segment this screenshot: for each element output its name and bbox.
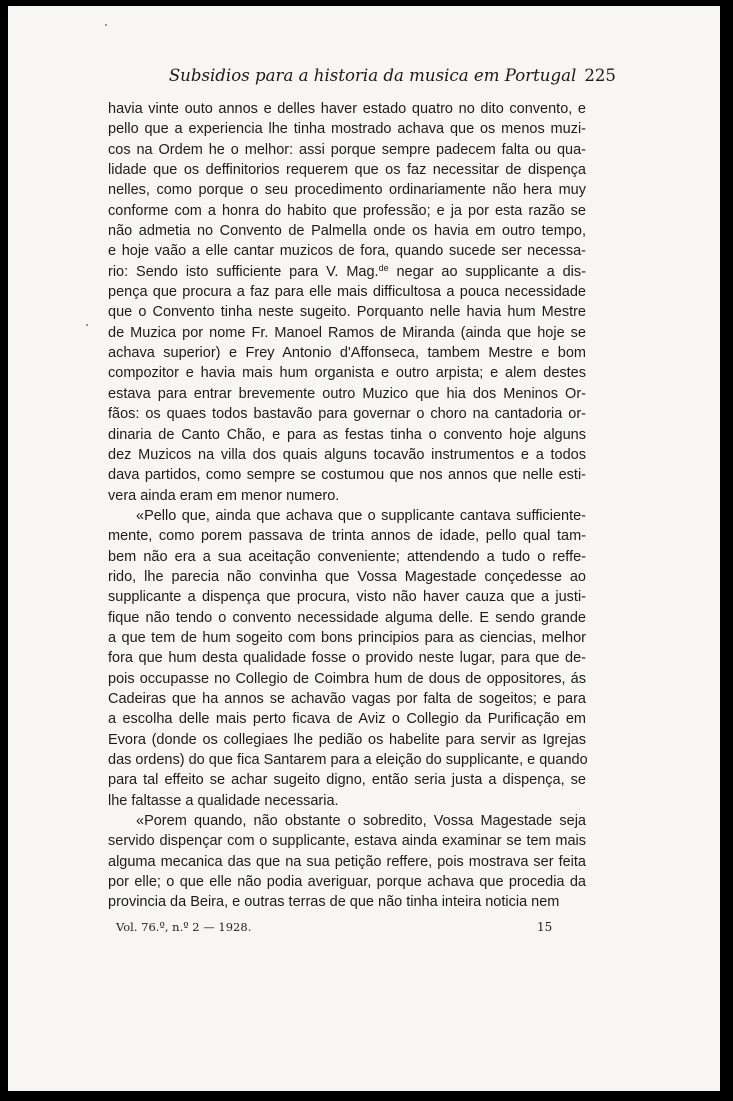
- text-line: para tal effeito se achar sugeito digno, então seria justa a dispença, se: [108, 772, 586, 789]
- volume-footer: Vol. 76.º, n.º 2 — 1928.: [116, 920, 252, 934]
- paragraph: [108, 506, 586, 811]
- text-line: achava superior) e Frey Antonio d'Affonseca, tambem Mestre e bom: [108, 345, 586, 362]
- text-line: conforme com a honra do habito que professão; e ja por esta razão se: [108, 202, 586, 219]
- text-line: estava para entrar brevemente outro Muzico que hia dos Meninos Or-: [108, 385, 586, 402]
- text-line: pença que procura a faz para elle mais difficultosa a pouca necessidade: [108, 284, 586, 301]
- text-line: fãos: os quaes todos bastavão para governar o choro na cantadoria or-: [108, 406, 586, 423]
- book-page: [8, 6, 720, 1091]
- page-number: 225: [584, 66, 616, 85]
- text-line: dava partidos, como sempre se costumou que nos annos que nelle esti-: [108, 467, 586, 484]
- body-text: [108, 99, 586, 913]
- text-line: havia vinte outo annos e delles haver estado quatro no dito convento, e: [108, 101, 586, 117]
- signature-mark: 15: [537, 920, 553, 934]
- text-line: servido dispençar com o supplicante, estava ainda examinar se tem mais: [108, 833, 586, 850]
- text-line: alguma mecanica das que na sua petição reffere, pois mostrava ser feita: [108, 853, 586, 870]
- text-line: de Muzica por nome Fr. Manoel Ramos de Miranda (ainda que hoje se: [108, 324, 586, 341]
- text-line: dinaria de Canto Chão, e para as festas tinha o convento hoje alguns: [108, 426, 586, 443]
- paper-speck: [86, 324, 88, 326]
- text-line: lidade que os deffinitorios requerem que os faz necessitar de dispença: [108, 162, 586, 179]
- text-line: fora que hum desta qualidade fosse o provido neste lugar, para que de-: [108, 650, 586, 667]
- text-line: «Pello que, ainda que achava que o supplicante cantava sufficiente-: [136, 507, 586, 524]
- running-header: [8, 66, 616, 85]
- text-line: Evora (donde os collegiaes lhe pedião os habelite para servir as Igrejas: [108, 731, 586, 748]
- text-line: vera ainda eram em menor numero.: [108, 487, 340, 504]
- text-line: lhe faltasse a qualidade necessaria.: [108, 792, 339, 809]
- paragraph: [108, 99, 586, 506]
- text-line: rido, lhe parecia não convinha que Vossa Magestade conçedesse ao: [108, 568, 586, 585]
- text-line: supplicante a dispença que procura, visto não haver cauza que a justi-: [108, 589, 586, 606]
- text-line: compozitor e havia mais hum organista e outro arpista; e alem destes: [108, 365, 586, 382]
- text-line: a escolha delle mais perto ficava de Aviz o Collegio da Purificação em: [108, 711, 586, 728]
- text-line: que o Convento tinha neste sugeito. Porquanto nelle havia hum Mestre: [108, 304, 586, 321]
- text-line: fique não tendo o convento necessidade alguma delle. E sendo grande: [108, 609, 586, 626]
- text-line: por elle; o que elle não podia averiguar, porque achava que procedia da: [108, 874, 586, 891]
- text-line: pello que a experiencia lhe tinha mostrado achava que os menos muzi-: [108, 121, 586, 138]
- paragraph: [108, 811, 586, 913]
- paper-speck: [105, 24, 107, 26]
- text-line: a que tem de hum sogeito com bons principios para as ciencias, melhor: [108, 629, 586, 646]
- text-line: [108, 262, 586, 282]
- text-line: e hoje vaão a elle cantar muzicos de fora, quando sucede ser necessa-: [108, 243, 586, 260]
- text-line: cos na Ordem he o melhor: assi porque sempre padecem falta ou qua-: [108, 141, 586, 158]
- text-line: provincia da Beira, e outras terras de que não tinha inteira noticia nem: [108, 894, 560, 911]
- text-line: pois occupasse no Collegio de Coimbra hum de dous de oppositores, ás: [108, 670, 586, 687]
- text-line: não admetia no Convento de Palmella onde os havia em outro tempo,: [108, 223, 586, 240]
- text-line: «Porem quando, não obstante o sobredito, Vossa Magestade seja: [136, 813, 586, 830]
- text-line: mente, como porem passava de trinta annos de idade, pello qual tam-: [108, 528, 586, 545]
- running-title: Subsidios para a historia da musica em Portugal: [168, 66, 577, 85]
- text-line: dez Muzicos na villa dos quais alguns tocavão instrumentos e a todos: [108, 446, 586, 463]
- text-line-part: negar ao supplicante a dis-: [388, 263, 586, 280]
- text-line: Cadeiras que ha annos se achavão vagas por falta de sogeitos; e para: [108, 690, 586, 707]
- text-line-part: rio: Sendo isto sufficiente para V. Mag.: [108, 263, 379, 280]
- text-line: nelles, como porque o seu procedimento ordinariamente não hera muy: [108, 182, 586, 199]
- text-line: das ordens) do que fica Santarem para a eleição do supplicante, e quando: [108, 752, 588, 768]
- abbreviation-superscript: de: [378, 262, 389, 273]
- text-line: bem não era a sua aceitação conveniente; attendendo a tudo o reffe-: [108, 548, 586, 565]
